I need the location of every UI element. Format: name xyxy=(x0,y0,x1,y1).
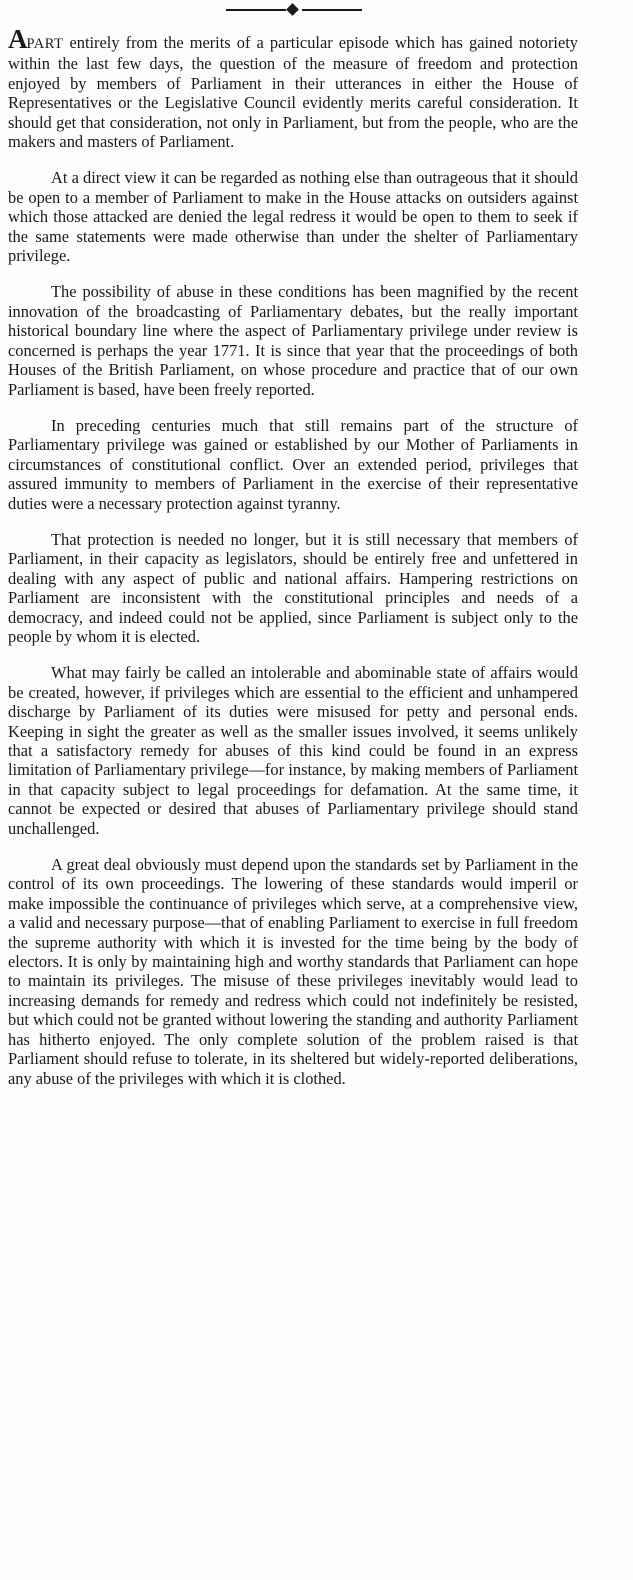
ornament-line-left xyxy=(226,9,286,11)
paragraph-text: entirely from the merits of a particular episode which has gained notoriety within the last few days, the question of the measure of freedom and protection enjoyed by members of Parliament in their utterances in either the House of Representatives or the Legislative Council evidently merits careful consideration. It should get that consideration, not only in Parliament, but from the people, who are the makers and masters of Parliament. xyxy=(8,33,578,152)
article-paragraph-4: In preceding centuries much that still remains part of the structure of Parliamentary privilege was gained or established by our Mother of Parliaments in circumstances of constitutional conflict. Over an extended period, privileges that assured immunity to members of Parliament in the exercise of their representative duties were a necessary protection against tyranny. xyxy=(8,415,578,513)
article-paragraph-5: That protection is needed no longer, but it is still necessary that members of Parliament, in their capacity as legislators, should be entirely free and unfettered in dealing with any aspect of public and national affairs. Hampering restrictions on Parliament are inconsistent with the constitutional principles and needs of a democracy, and indeed could not be applied, since Parliament is subject only to the people by whom it is elected. xyxy=(8,529,578,646)
editorial-article xyxy=(8,24,578,1105)
header-ornament-rule xyxy=(226,4,362,16)
ornament-line-right xyxy=(302,9,362,11)
article-paragraph-7: A great deal obviously must depend upon the standards set by Parliament in the control of its own proceedings. The lowering of these standards would imperil or make impossible the continuance of privileges which serve, at a comprehensive view, a valid and necessary purpose—that of enabling Parliament to exercise in full freedom the supreme authority with which it is invested for the time being by the body of electors. It is only by maintaining high and worthy standards that Parliament can hope to maintain its privileges. The misuse of these privileges inevitably would lead to increasing demands for remedy and redress which could not indefinitely be resisted, but which could not be granted without lowering the standing and authority Parliament has hitherto enjoyed. The only complete solution of the problem raised is that Parliament should refuse to tolerate, in its sheltered but widely-reported deliberations, any abuse of the privileges with which it is clothed. xyxy=(8,855,578,1088)
article-paragraph-6: What may fairly be called an intolerable and abominable state of affairs would be created, however, if privileges which are essential to the efficient and unhampered discharge by Parliament of its duties were misused for petty and personal ends. Keeping in sight the greater as well as the smaller issues involved, it seems unlikely that a satisfactory remedy for abuses of this kind could be found in an express limitation of Parliamentary privilege—for instance, by making members of Parliament in that capacity subject to legal proceedings for defamation. At the same time, it cannot be expected or desired that abuses of Parliamentary privilege should stand unchallenged. xyxy=(8,663,578,838)
article-paragraph-3: The possibility of abuse in these conditions has been magnified by the recent innovation of the broadcasting of Parliamentary debates, but the really important historical boundary line where the aspect of Parliamentary privilege under review is concerned is perhaps the year 1771. It is since that year that the proceedings of both Houses of the British Parliament, on whose procedure and practice that of our own Parliament is based, have been freely reported. xyxy=(8,282,578,399)
drop-cap: A xyxy=(8,24,27,54)
ornament-diamond-icon xyxy=(286,3,299,16)
article-paragraph-1 xyxy=(8,24,578,152)
lead-small-caps: PART xyxy=(26,36,64,52)
article-paragraph-2: At a direct view it can be regarded as nothing else than outrageous that it should be open to a member of Parliament to make in the House attacks on outsiders against which those attacked are denied the legal redress it would be open to them to seek if the same statements were made otherwise than under the shelter of Parliamentary privilege. xyxy=(8,168,578,266)
